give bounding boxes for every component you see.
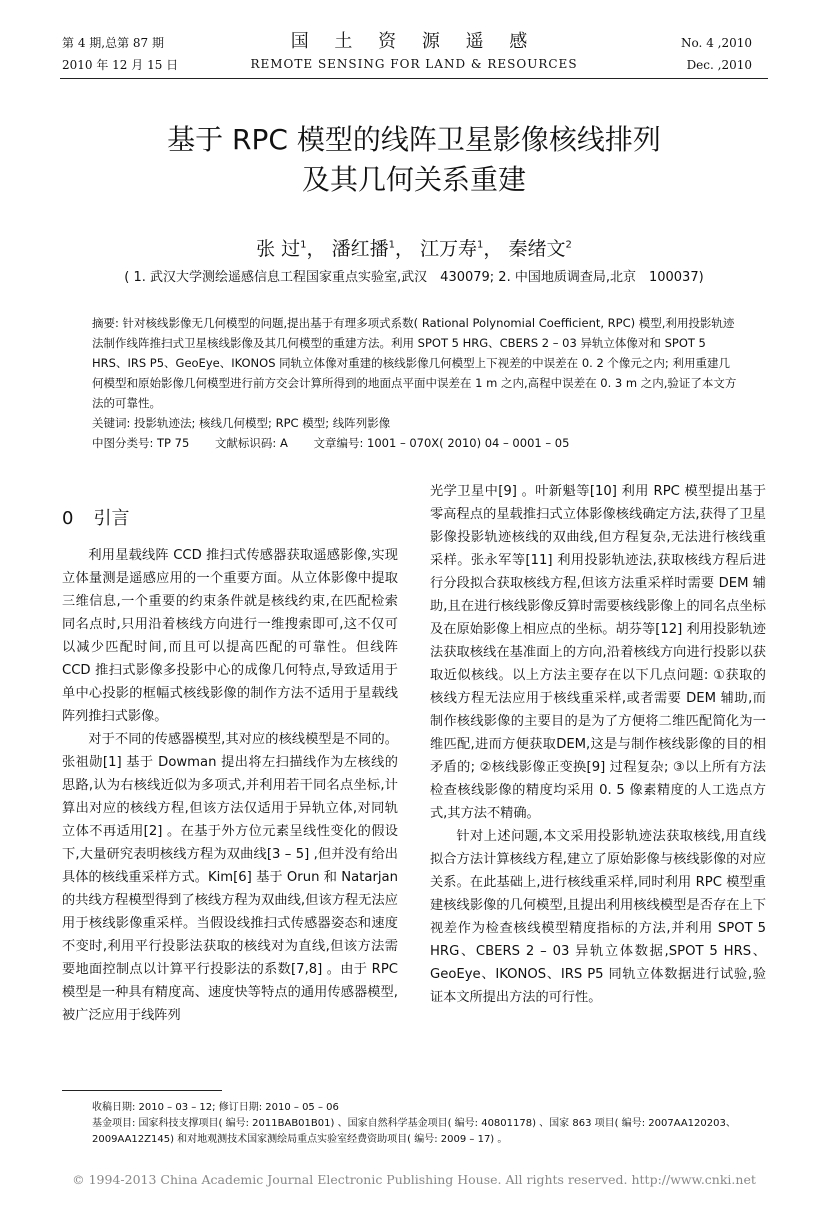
issue-en: No. 4 ,2010 <box>681 36 752 50</box>
paragraph: 对于不同的传感器模型,其对应的核线模型是不同的。张祖勋[1] 基于 Dowman 提出将左扫描线作为左核线的思路,认为右核线近似为多项式,并利用若干同名点坐标,计算出对应的核线方程,但该方法仅适用于异轨立体,对同轨立体不再适用[2] 。在基于外方位元素呈线性变化的假设下,大量研究表明核线方程为双曲线[3 – 5] ,但并没有给出具体的核线重采样方式。Kim[6] 基于 Orun 和 Natarjan 的共线方程模型得到了核线方程为双曲线,但该方程无法应用于核线影像重采样。当假设线推扫式传感器姿态和速度不变时,利用平行投影法获取的核线对为直线,但该方法需要地面控制点以计算平行投影法的系数[7,8] 。由于 RPC 模型是一种具有精度高、速度快等特点的通用传感器模型,被广泛应用于线阵列 <box>62 732 398 1023</box>
journal-title-cn: 国 土 资 源 遥 感 <box>290 31 538 52</box>
author: 潘红播$^1$ <box>331 238 395 260</box>
paper-title <box>0 120 828 200</box>
left-column <box>62 485 398 1027</box>
paragraph: 针对上述问题,本文采用投影轨迹法获取核线,用直线拟合方法计算核线方程,建立了原始影像与核线影像的对应关系。在此基础上,进行核线重采样,同时利用 RPC 模型重建核线影像的几何模型,且提出利用核线模型是否存在上下视差作为检查核线模型精度指标的方法,并利用 SPOT 5 HRG、CBERS 2 – 03 异轨立体数据,SPOT 5 HRS、GeoEye、IKONOS、IRS P5 同轨立体数据进行试验,验证本文所提出方法的可行性。 <box>430 829 766 1005</box>
paragraph: 光学卫星中[9] 。叶新魁等[10] 利用 RPC 模型提出基于零高程点的星载推扫式立体影像核线确定方法,获得了卫星影像投影轨迹核线的双曲线,但方程复杂,无法进行核线重采样。张永军等[11] 利用投影轨迹法,获取核线方程后进行分段拟合获取核线方程,但该方法重采样时需要 DEM 辅助,且在进行核线影像反算时需要核线影像上的同名点坐标及在原始影像上相应点的坐标。胡芬等[12] 利用投影轨迹法获取核线在基准面上的方向,沿着核线方向进行投影以获取近似核线。以上方法主要存在以下几点问题: ①获取的核线方程无法应用于核线重采样,或者需要 DEM 辅助,而制作核线影像的主要目的是为了方便将二维匹配简化为一维匹配,进而方便获取DEM,这是与制作核线影像的目的相矛盾的; ②核线影像正变换[9] 过程复杂; ③以上所有方法检查核线影像的精度均采用 0. 5 像素精度的人工选点方式,其方法不精确。 <box>430 484 766 821</box>
title-line-2: 及其几何关系重建 <box>301 163 526 196</box>
doc-code: 文献标识码: A <box>214 436 288 450</box>
paragraph: 利用星载线阵 CCD 推扫式传感器获取遥感影像,实现立体量测是遥感应用的一个重要方面。从立体影像中提取三维信息,一个重要的约束条件就是核线约束,在匹配检索同名点时,只用沿着核线方向进行一维搜索即可,这不仅可以减少匹配时间,而且可以提高匹配的可靠性。但线阵 CCD 推扫式影像多投影中心的成像几何特点,导致适用于单中心投影的框幅式核线影像的制作方法不适用于星载线阵列推扫式影像。 <box>62 548 398 724</box>
author-list: 张 过$^1$， 潘红播$^1$， 江万寿$^1$， 秦绪文$^2$ <box>256 238 572 260</box>
header-rule <box>60 78 768 79</box>
author: 秦绪文$^2$ <box>508 238 572 260</box>
abstract: 摘要: 针对核线影像无几何模型的问题,提出基于有理多项式系数( Rational Polynomial Coefficient, RPC) 模型,利用投影轨迹法制作线阵推扫式卫星核线影像及其几何模型的重建方法。利用 SPOT 5 HRG、CBERS 2 – 03 异轨立体像对和 SPOT 5 HRS、IRS P5、GeoEye、IKONOS 同轨立体像对重建的核线影像几何模型上下视差的中误差在 0. 2 个像元之内; 利用重建几何模型和原始影像几何模型进行前方交会计算所得到的地面点平面中误差在 1 m 之内,高程中误差在 0. 3 m 之内,验证了本文方法的可靠性。 <box>92 316 737 410</box>
abstract-block <box>92 313 738 453</box>
header-right <box>681 32 752 76</box>
author: 张 过$^1$ <box>256 238 307 260</box>
funding: 基金项目: 国家科技支撑项目( 编号: 2011BAB01B01) 、国家自然科学基金项目( 编号: 40801178) 、国家 863 项目( 编号: 2007AA120203、2009AA12Z145) 和对地观测技术国家测绘局重点实验室经费资助项目( 编号: 2009 – 17) 。 <box>92 1118 736 1145</box>
footnotes <box>92 1100 752 1148</box>
title-line-1: 基于 RPC 模型的线阵卫星影像核线排列 <box>167 123 661 156</box>
affiliation: ( 1. 武汉大学测绘遥感信息工程国家重点实验室,武汉 430079; 2. 中国地质调查局,北京 100037) <box>124 270 704 285</box>
date-cn: 2010 年 12 月 15 日 <box>62 58 179 72</box>
footnote-rule <box>62 1090 222 1091</box>
right-column <box>430 480 766 1009</box>
copyright-notice: © 1994-2013 China Academic Journal Electronic Publishing House. All rights reserved. http://www.cnki.net <box>72 1172 756 1187</box>
article-number: 文章编号: 1001 – 070X( 2010) 04 – 0001 – 05 <box>313 436 570 450</box>
clc-number: 中图分类号: TP 75 <box>92 436 190 450</box>
section-heading: 0 引言 <box>62 508 130 529</box>
received-date: 收稿日期: 2010 – 03 – 12; 修订日期: 2010 – 05 – 06 <box>92 1102 339 1113</box>
date-en: Dec. ,2010 <box>686 58 752 72</box>
issue-cn: 第 4 期,总第 87 期 <box>62 36 164 50</box>
keywords: 关键词: 投影轨迹法; 核线几何模型; RPC 模型; 线阵列影像 <box>92 416 391 430</box>
journal-title-en: REMOTE SENSING FOR LAND & RESOURCES <box>250 57 578 71</box>
author: 江万寿$^1$ <box>420 238 484 260</box>
classification-row <box>92 433 738 453</box>
